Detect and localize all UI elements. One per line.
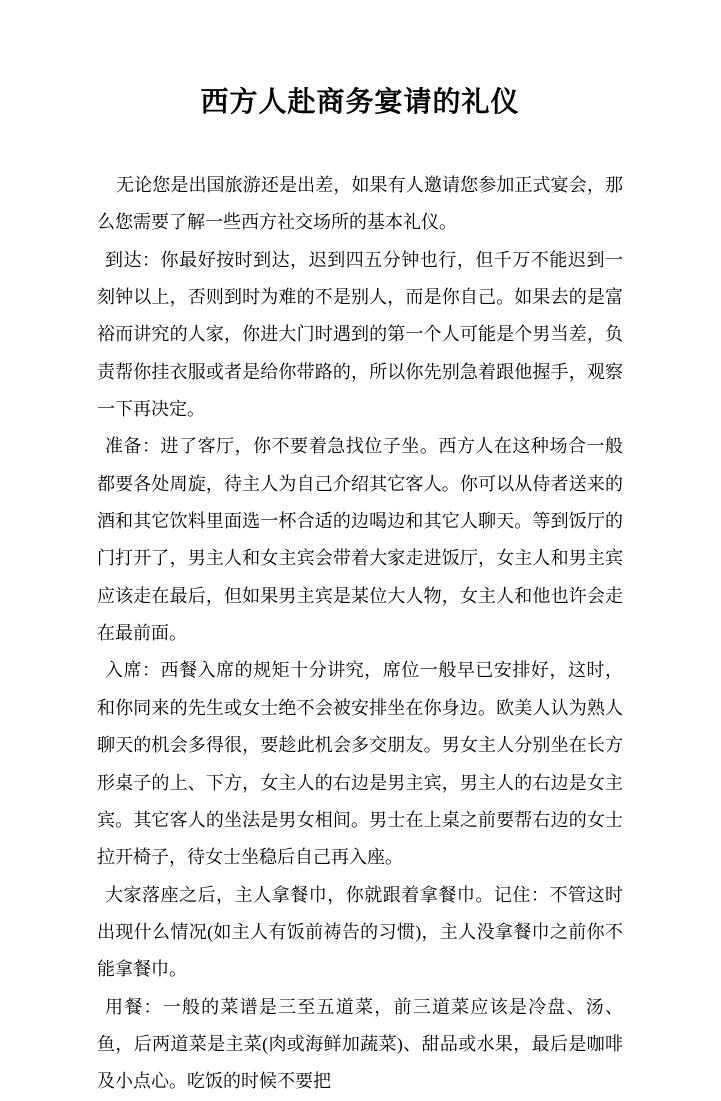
document-title: 西方人赴商务宴请的礼仪 — [200, 87, 520, 118]
paragraph-arrival: 到达：你最好按时到达，迟到四五分钟也行，但千万不能迟到一刻钟以上，否则到时为难的不是别人，而是你自己。如果去的是富裕而讲究的人家，你进大门时遇到的第一个人可能是个男当差，负责帮你挂衣服或者是给你带路的，所以你先别急着跟他握手，观察一下再决定。 — [97, 249, 623, 420]
paragraph-dining: 用餐：一般的菜谱是三至五道菜，前三道菜应该是冷盘、汤、鱼，后两道菜是主菜(肉或海鲜加蔬菜)、甜品或水果，最后是咖啡及小点心。吃饭的时候不要把 — [97, 996, 623, 1092]
paragraph-intro: 无论您是出国旅游还是出差，如果有人邀请您参加正式宴会，那么您需要了解一些西方社交场所的基本礼仪。 — [97, 175, 623, 233]
document-body — [97, 167, 623, 1101]
paragraph-napkin: 大家落座之后，主人拿餐巾，你就跟着拿餐巾。记住：不管这时出现什么情况(如主人有饭前祷告的习惯)，主人没拿餐巾之前你不能拿餐巾。 — [97, 884, 623, 980]
paragraph-seating: 入席：西餐入席的规矩十分讲究，席位一般早已安排好，这时，和你同来的先生或女士绝不会被安排坐在你身边。欧美人认为熟人聊天的机会多得很，要趁此机会多交朋友。男女主人分别坐在长方形桌子的上、下方，女主人的右边是男主宾，男主人的右边是女主宾。其它客人的坐法是男女相间。男士在上桌之前要帮右边的女士拉开椅子，待女士坐稳后自己再入座。 — [97, 660, 623, 868]
paragraph-preparation: 准备：进了客厅，你不要着急找位子坐。西方人在这种场合一般都要各处周旋，待主人为自己介绍其它客人。你可以从侍者送来的酒和其它饮料里面选一杯合适的边喝边和其它人聊天。等到饭厅的门打开了，男主人和女主宾会带着大家走进饭厅，女主人和男主宾应该走在最后，但如果男主宾是某位大人物，女主人和他也许会走在最前面。 — [97, 436, 623, 644]
